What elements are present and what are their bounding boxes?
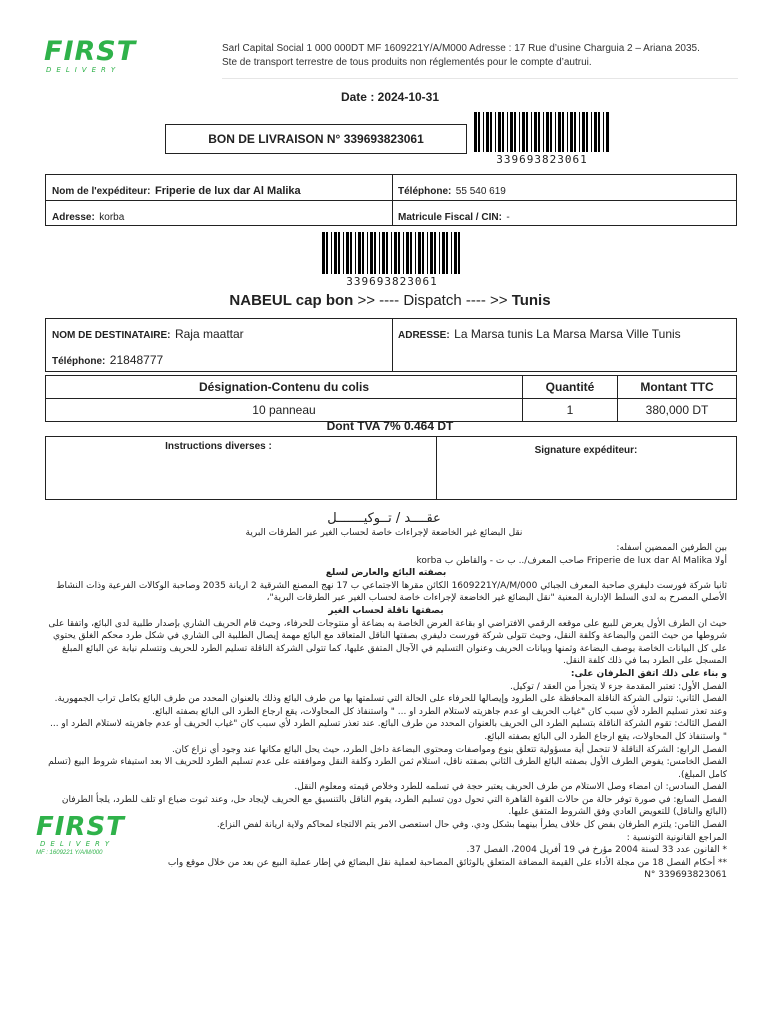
logo-bottom-mf: MF : 1609221 Y/A/M/000 bbox=[36, 850, 103, 856]
barcode-bar bbox=[331, 232, 332, 274]
barcode-bar bbox=[343, 232, 344, 274]
barcode-bar bbox=[582, 112, 585, 152]
sender-phone-value: 55 540 619 bbox=[455, 186, 506, 197]
contract-line-3: ثانيا شركة فورست دليفري صاحبة المعرف الجبائي 1609221Y/A/M/000 الكائن مقرها الاجتماعي ب 17 نهج المصنع الشرقية 2 اريانة 2035 وصاحبة الوكالات الفرعية وذات النشاط الأصلي المصرح به لدى السلط الإدارية المعنية "نقل البضائع غير الخاضعة لإجراءات خاصة لحساب الغير عبر الطرقات البرية"، bbox=[56, 580, 727, 604]
barcode-bar bbox=[522, 112, 525, 152]
contract-line-16: * القانون عدد 33 لسنة 2004 مؤرخ في 19 أفريل 2004، الفصل 37. bbox=[466, 845, 727, 856]
barcode-bar bbox=[458, 232, 460, 274]
barcode-bar bbox=[442, 232, 445, 274]
recipient-name-cell bbox=[52, 325, 244, 343]
barcode-bar bbox=[567, 112, 568, 152]
sender-phone-label: Téléphone: bbox=[398, 186, 452, 197]
barcode-bar bbox=[362, 232, 364, 274]
item-amount: 380,000 DT bbox=[618, 399, 737, 422]
barcode-bar bbox=[514, 112, 516, 152]
barcode-bar bbox=[531, 112, 532, 152]
barcode-bar bbox=[570, 112, 573, 152]
recipient-table bbox=[45, 318, 737, 372]
barcode-bar bbox=[579, 112, 580, 152]
barcode-bar bbox=[526, 112, 528, 152]
signature-label: Signature expéditeur: bbox=[534, 445, 638, 456]
sender-mf-cell bbox=[398, 207, 510, 225]
barcode-bar bbox=[370, 232, 373, 274]
barcode-bar bbox=[558, 112, 561, 152]
barcode-bar bbox=[495, 112, 496, 152]
barcode-bar bbox=[478, 112, 480, 152]
barcode-bar bbox=[406, 232, 409, 274]
recipient-address-cell bbox=[398, 325, 681, 343]
contract-line-8: الفصل الثاني: تتولى الشركة الناقلة المحافظة على الطرود وإيصالها للحرفاء على الحالة التي تسلمتها بها من طرف البائع وذلك بالعنوان المحدد من طرف البائع بكامل تراب الجمهورية. وعند تعذر تسليم الطرد لأي سبب كان "غياب الحريف او عدم جاهزيته لاستلام الطرد او ... " واستنفاذ كل المحاولات، يقع ارجاع الطرد الى البائع بصفته البائع. bbox=[54, 694, 727, 717]
route-middle: >> ---- Dispatch ---- >> bbox=[357, 292, 508, 309]
barcode-bar bbox=[410, 232, 412, 274]
barcode-bar bbox=[350, 232, 352, 274]
header-divider bbox=[222, 78, 738, 79]
sender-name-label: Nom de l'expéditeur: bbox=[52, 186, 151, 197]
contract-line-1: أولا Friperie de lux dar Al Malika صاحب المعرف/.. ب ت - والقاطن ب korba bbox=[416, 555, 727, 566]
barcode-bar bbox=[498, 112, 501, 152]
route-to: Tunis bbox=[511, 292, 551, 309]
recipient-phone-label: Téléphone: bbox=[52, 356, 106, 367]
barcode-bar bbox=[543, 112, 544, 152]
barcode-bar bbox=[562, 112, 564, 152]
contract-line-10: الفصل الرابع: الشركة الناقلة لا تتحمل أية مسؤولية تتعلق بنوع ومواصفات ومحتوى البضاعة داخل الطرد، حيث يحل البائع مكانها عند وجود أي نزاع كان. bbox=[172, 744, 727, 755]
barcode-bar bbox=[403, 232, 404, 274]
company-info-line2: Ste de transport terrestre de tous produits non réglementés pour le compte d’autrui. bbox=[222, 57, 592, 68]
barcode-bar bbox=[398, 232, 400, 274]
contract-line-2: بصفته البائع والعارض لسلع bbox=[325, 568, 447, 579]
barcode-bar bbox=[538, 112, 540, 152]
recipient-phone-cell bbox=[52, 351, 163, 369]
logo-sub-text: DELIVERY bbox=[46, 66, 121, 74]
barcode-bar bbox=[474, 112, 477, 152]
barcode-bar bbox=[451, 232, 452, 274]
barcode-bar bbox=[334, 232, 337, 274]
barcode-bar bbox=[586, 112, 588, 152]
contract-line-5: حيث ان الطرف الأول يعرض للبيع على موقعه الرقمي الافتراضي او بقاعة العرض الخاصة به بضاعة أو منتوجات للحرفاء، وحيث قام الحريف الشاري بإصدار طلبية لدى البائع، واتفقا على شروطها من حيث الثمن والبضاعة وكلفة النقل، وحيث تتولى شركة فورست دليفري بصفتها الناقل المتعاقد مع البائع مهمة إيصال الطلبية الى الشاري في شكل طرد محكم الغلق يحتوي على كل البيانات الخاصة بوصف البضاعة وثمنها وبيانات الحريف وعنوان التسليم في الآجال المتفق عليها، كما تتولى الشركة الناقلة تسليم الطرد للحريف وتتسلم نيابة عن البائع المبلغ المسجل على الطرد بما في ذلك كلفة النقل. bbox=[48, 618, 727, 667]
barcode-bar bbox=[394, 232, 397, 274]
barcode-bar bbox=[382, 232, 385, 274]
date-text: Date : 2024-10-31 bbox=[340, 90, 440, 104]
items-header-designation: Désignation-Contenu du colis bbox=[46, 376, 523, 399]
delivery-note-title bbox=[165, 124, 467, 154]
barcode-middle bbox=[322, 232, 462, 274]
barcode-bar bbox=[502, 112, 504, 152]
route-line bbox=[0, 292, 768, 309]
barcode-bar bbox=[374, 232, 376, 274]
barcode-bar bbox=[454, 232, 457, 274]
items-header-quantity: Quantité bbox=[523, 376, 618, 399]
barcode-bar bbox=[430, 232, 433, 274]
barcode-bar bbox=[422, 232, 424, 274]
barcode-bar bbox=[415, 232, 416, 274]
barcode-bar bbox=[555, 112, 556, 152]
contract-line-17: ** أحكام الفصل 18 من مجلة الأداء على القيمة المضافة المتعلق بالوثائق المصاحبة لعملية نقل البضائع في إطار عملية البيع عن بعد من خلال موقع واب bbox=[167, 857, 727, 868]
barcode-bar bbox=[427, 232, 428, 274]
sender-phone-cell bbox=[398, 181, 506, 199]
items-table-header bbox=[46, 376, 737, 399]
barcode-bar bbox=[598, 112, 600, 152]
brand-logo bbox=[44, 38, 144, 72]
contract-line-0: بين الطرفين الممضين أسفله: bbox=[616, 543, 727, 553]
recipient-name-label: NOM DE DESTINATAIRE: bbox=[52, 330, 171, 341]
contract-body bbox=[45, 542, 727, 902]
brand-logo-bottom bbox=[36, 814, 146, 860]
contract-line-13: الفصل السابع: في صورة توفر حالة من حالات القوة القاهرة التي تحول دون تسليم الطرد، يقوم الناقل بالتنسيق مع الحريف لإيجاد حل، وعند ثبوت ضياع او تلف للطرد، يلجأ الطرفان (البائع والناقل) للتعويض العادي وفق الشروط المتفق عليها. bbox=[61, 794, 727, 818]
contract-line-11: الفصل الخامس: يفوض الطرف الأول بصفته البائع الطرف الثاني بصفته ناقل، استلام ثمن الطرد وكلفة النقل وموافقته على عدم تسليم الطرد للحريف الا بعد استيفاء شروط البيع (تسلم كامل المبلغ). bbox=[48, 757, 727, 780]
barcode-bar bbox=[519, 112, 520, 152]
barcode-bar bbox=[418, 232, 421, 274]
barcode-bar bbox=[367, 232, 368, 274]
recipient-phone-value: 21848777 bbox=[109, 353, 164, 367]
sender-mf-label: Matricule Fiscal / CIN: bbox=[398, 212, 502, 223]
barcode-top-bars bbox=[474, 112, 610, 152]
item-quantity: 1 bbox=[523, 399, 618, 422]
barcode-top-number: 339693823061 bbox=[496, 153, 588, 166]
item-designation: 10 panneau bbox=[46, 399, 523, 422]
logo-bottom-sub-text: DELIVERY bbox=[40, 840, 115, 848]
barcode-bar bbox=[322, 232, 325, 274]
tva-text: Dont TVA 7% 0.464 DT bbox=[326, 419, 454, 433]
sender-table bbox=[45, 174, 737, 226]
barcode-bar bbox=[510, 112, 513, 152]
sender-table-hdivider bbox=[46, 200, 736, 201]
contract-line-12: الفصل السادس: ان امضاء وصل الاستلام من طرف الحريف يعتبر حجة في تسلمه للطرد وخلاص قيمته ومعلوم النقل. bbox=[294, 782, 727, 793]
sender-address-label: Adresse: bbox=[52, 212, 95, 223]
route-from: NABEUL cap bon bbox=[229, 292, 354, 309]
barcode-bar bbox=[346, 232, 349, 274]
barcode-bar bbox=[434, 232, 436, 274]
barcode-top bbox=[474, 112, 610, 152]
recipient-table-vdivider bbox=[392, 319, 393, 371]
contract-line-18: N° 339693823061 bbox=[644, 870, 727, 881]
delivery-note-title-text: BON DE LIVRAISON N° 339693823061 bbox=[208, 132, 424, 146]
barcode-bar bbox=[358, 232, 361, 274]
recipient-address-label: ADRESSE: bbox=[398, 330, 450, 341]
barcode-bar bbox=[326, 232, 328, 274]
barcode-bar bbox=[550, 112, 552, 152]
contract-line-4: بصفتها ناقلة لحساب الغير bbox=[328, 605, 444, 616]
items-header-amount: Montant TTC bbox=[618, 376, 737, 399]
barcode-bar bbox=[446, 232, 448, 274]
barcode-bar bbox=[338, 232, 340, 274]
company-info-line1: Sarl Capital Social 1 000 000DT MF 1609221Y/A/M000 Adresse : 17 Rue d’usine Charguia 2 – Ariana 2035. bbox=[222, 43, 700, 54]
items-table bbox=[45, 375, 737, 422]
barcode-bar bbox=[606, 112, 609, 152]
contract-line-14: الفصل الثامن: يلتزم الطرفان بفض كل خلاف يطرأ بينهما بشكل ودي. وفي حال استعصى الامر يتم الالتجاء لمحاكم ولاية اريانة لفض النزاع. bbox=[216, 820, 727, 831]
barcode-bar bbox=[391, 232, 392, 274]
contract-line-6: و بناء على ذلك اتفق الطرفان على: bbox=[570, 668, 727, 679]
instructions-signature-box bbox=[45, 436, 737, 500]
barcode-bar bbox=[594, 112, 597, 152]
sender-mf-value: - bbox=[506, 212, 510, 223]
contract-subtitle: نقل البضائع غير الخاضعة لإجراءات خاصة لحساب الغير عبر الطرقات البرية bbox=[245, 528, 523, 538]
barcode-bar bbox=[591, 112, 592, 152]
contract-title: عقــــد / تــوكيـــــــل bbox=[327, 511, 441, 526]
barcode-bar bbox=[355, 232, 356, 274]
recipient-name-value: Raja maattar bbox=[174, 327, 244, 341]
barcode-bar bbox=[386, 232, 388, 274]
recipient-address-value: La Marsa tunis La Marsa Marsa Ville Tunis bbox=[454, 327, 681, 341]
barcode-bar bbox=[486, 112, 489, 152]
barcode-bar bbox=[439, 232, 440, 274]
contract-line-15: المراجع القانونية التونسية : bbox=[626, 832, 727, 843]
barcode-bar bbox=[490, 112, 492, 152]
barcode-middle-number: 339693823061 bbox=[346, 275, 438, 288]
barcode-bar bbox=[603, 112, 604, 152]
contract-line-7: الفصل الأول: تعتبر المقدمة جزء لا يتجزأ من العقد / توكيل. bbox=[510, 681, 727, 692]
barcode-bar bbox=[534, 112, 537, 152]
contract-line-9: الفصل الثالث: تقوم الشركة الناقلة بتسليم الطرد الى الحريف بالعنوان المحدد من طرف البائع. عند تعذر تسليم الطرد لأي سبب كان "غياب الحريف أو عدم جاهزيته لاستلام الطرد او ... " واستنفاذ كل المحاولات، يقع ارجاع الطرد الى البائع بصفته البائع. bbox=[49, 719, 727, 742]
barcode-bar bbox=[546, 112, 549, 152]
instructions-label: Instructions diverses : bbox=[165, 441, 272, 452]
sender-address-value: korba bbox=[99, 212, 125, 223]
barcode-bar bbox=[574, 112, 576, 152]
barcode-bar bbox=[483, 112, 484, 152]
logo-bottom-brand-text: FIRST bbox=[36, 812, 125, 842]
company-info bbox=[222, 42, 752, 70]
sender-name-value: Friperie de lux dar Al Malika bbox=[154, 185, 301, 197]
sender-address-cell bbox=[52, 207, 124, 225]
barcode-bar bbox=[379, 232, 380, 274]
sender-name-cell bbox=[52, 181, 301, 199]
barcode-middle-bars bbox=[322, 232, 462, 274]
logo-brand-text: FIRST bbox=[44, 36, 137, 67]
barcode-bar bbox=[507, 112, 508, 152]
